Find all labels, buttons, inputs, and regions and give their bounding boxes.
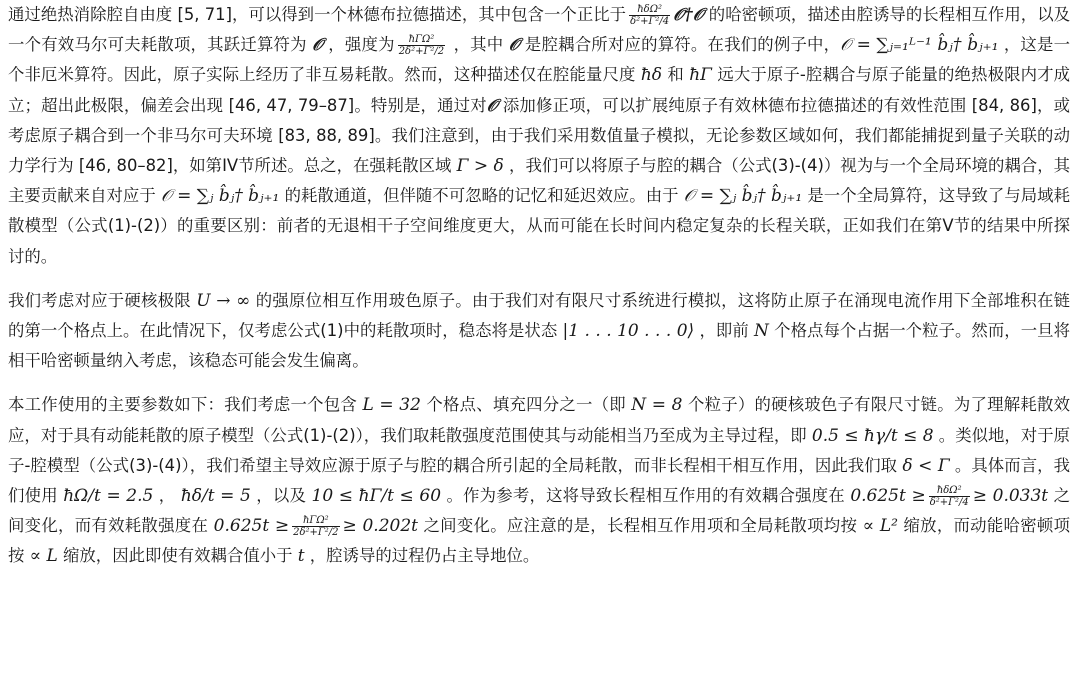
math-equation: ħδ/t = 5 — [180, 486, 251, 507]
math-operator: 𝒪 — [312, 35, 323, 56]
math-inequality-left: 0.625t ≥ — [213, 516, 290, 537]
math-inequality: 0.5 ≤ ħγ/t ≤ 8 — [811, 425, 934, 446]
math-symbol: ħΓ — [689, 65, 712, 86]
text: ，强度为 — [328, 35, 395, 55]
text: 我们考虑对应于硬核极限 — [8, 290, 191, 310]
math-scaling: ∝ L² — [862, 516, 898, 537]
fraction-denominator: 2δ²+Γ²/2 — [293, 527, 339, 539]
fraction-denominator: δ²+Γ²/4 — [630, 16, 670, 27]
math-ket-state: |1 . . . 10 . . . 0⟩ — [562, 321, 695, 342]
paragraph-hardcore-bosons — [8, 286, 1070, 377]
text: 。类似地，对于原子-腔模型（公式(3)-(4)），我们希望主导效应源于原子与腔的耦合所引起的全局耗散，而非长程相干相互作用，因此我们取 — [8, 425, 1071, 475]
text: ，即前 — [699, 321, 749, 341]
math-operator: 𝒪 — [508, 35, 520, 56]
math-limit: U → ∞ — [196, 290, 251, 311]
math-equation: 𝒪 = ∑ⱼ b̂ⱼ† b̂ⱼ₊₁ — [683, 186, 803, 207]
math-inequality-left: 0.625t ≥ — [850, 486, 926, 507]
math-inequality: Γ > δ — [456, 156, 504, 177]
math-symbol: N — [754, 321, 769, 342]
math-inequality-right: ≥ 0.202t — [342, 516, 418, 537]
text: 是腔耦合所对应的算符。在我们的例子中， — [524, 35, 841, 55]
fraction-numerator: ħδΩ² — [929, 485, 970, 497]
math-equation: N = 8 — [631, 395, 683, 416]
math-equation: 𝒪 = ∑ⱼ b̂ⱼ† b̂ⱼ₊₁ — [160, 186, 280, 207]
paragraph-parameters — [8, 390, 1070, 571]
text: 之间变化。应注意的是，长程相互作用项和全局耗散项均按 — [423, 516, 858, 536]
fraction-numerator: ħδΩ² — [629, 4, 670, 16]
math-equation: 𝒪 = ∑ⱼ₌₁ᴸ⁻¹ b̂ⱼ† b̂ⱼ₊₁ — [840, 35, 999, 56]
text: 个格点、填充四分之一（即 — [426, 395, 626, 415]
text: ， — [158, 486, 176, 506]
fraction-denominator: δ²+Γ²/4 — [929, 497, 969, 509]
text: 缩放，因此即使有效耦合值小于 — [63, 546, 293, 566]
text: ，以及 — [256, 486, 307, 506]
text: 添加修正项，可以扩展纯原子有效林德布拉德描述的有效性范围 [84, 86]，或考虑原子耦合到一个非马尔可夫环境 [83, 88, 89]。我们注意到，由于我们采用数值量子模拟，无论参数区域如何，我们都能捕捉到量子关联的动力学行为 [46, 80–82]，如第IV节所述。总之，在强耗散区域 — [8, 95, 1070, 176]
text: 通过绝热消除腔自由度 [5, 71]，可以得到一个林德布拉德描述，其中包含一个正比于 — [8, 5, 627, 24]
text: ，这是一个非厄米算符。因此，原子实际上经历了非互易耗散。然而，这种描述仅在腔能量尺度 — [8, 35, 1071, 85]
text: ，其中 — [453, 35, 504, 55]
paragraph-adiabatic-elimination — [8, 0, 1070, 272]
text: 之间变化，而有效耗散强度在 — [8, 486, 1070, 536]
text: 的哈密顿项，描述由腔诱导的长程相互作用，以及一个有效马尔可夫耗散项，其跃迁算符为 — [8, 5, 1071, 55]
text: 远大于原子-腔耦合与原子能量的绝热极限内才成立；超出此极限，偏差会出现 [46, 47, 79–87]。特别是，通过对 — [8, 65, 1071, 115]
text: 。作为参考，这将导致长程相互作用的有效耦合强度在 — [446, 486, 845, 506]
math-symbol: ħδ — [640, 65, 663, 86]
math-equation: ħΩ/t = 2.5 — [63, 486, 154, 507]
fraction-dissipation-strength — [292, 515, 339, 538]
math-inequality: 10 ≤ ħΓ/t ≤ 60 — [311, 486, 442, 507]
fraction-dissipation-strength — [398, 34, 445, 57]
text: 个格点每个占据一个粒子。然而，一旦将相干哈密顿量纳入考虑，该稳态可能会发生偏离。 — [8, 321, 1070, 371]
math-symbol: t — [297, 546, 305, 567]
text: 的耗散通道，但伴随不可忽略的记忆和延迟效应。由于 — [284, 186, 679, 206]
math-inequality-right: ≥ 0.033t — [972, 486, 1049, 507]
fraction-hamiltonian-strength — [629, 4, 670, 27]
text: 。具体而言，我们使用 — [8, 455, 1070, 506]
text: ，我们可以将原子与腔的耦合（公式(3)-(4)）视为与一个全局环境的耦合，其主要贡献来自对应于 — [8, 156, 1070, 206]
fraction-numerator: ħΓΩ² — [292, 515, 339, 527]
text: 本工作使用的主要参数如下：我们考虑一个包含 — [8, 395, 358, 415]
math-inequality: δ < Γ — [902, 455, 950, 476]
math-operator: 𝒪†𝒪 — [673, 5, 704, 25]
text: 个粒子）的硬核玻色子有限尺寸链。为了理解耗散效应，对于具有动能耗散的原子模型（公式(1)-(2)），我们取耗散强度范围使其与动能相当乃至成为主导过程，即 — [8, 395, 1071, 445]
text: 是一个全局算符，这导致了与局域耗散模型（公式(1)-(2)）的重要区别：前者的无退相干子空间维度更大，从而可能在长时间内稳定复杂的长程关联，正如我们在第V节的结果中所探讨的。 — [8, 186, 1070, 266]
text: 的强原位相互作用玻色原子。由于我们对有限尺寸系统进行模拟，这将防止原子在涌现电流作用下全部堆积在链的第一个格点上。在此情况下，仅考虑公式(1)中的耗散项时，稳态将是状态 — [8, 290, 1071, 341]
math-operator: 𝒪 — [486, 95, 498, 116]
fraction-coupling-strength — [929, 485, 970, 508]
text: ，腔诱导的过程仍占主导地位。 — [309, 546, 540, 566]
text: 和 — [667, 65, 684, 85]
fraction-numerator: ħΓΩ² — [398, 34, 445, 46]
math-equation: L = 32 — [362, 395, 421, 416]
fraction-denominator: 2δ²+Γ²/2 — [398, 46, 445, 58]
text: 缩放，而动能哈密顿项按 — [8, 516, 1070, 566]
math-scaling: ∝ L — [29, 546, 58, 567]
